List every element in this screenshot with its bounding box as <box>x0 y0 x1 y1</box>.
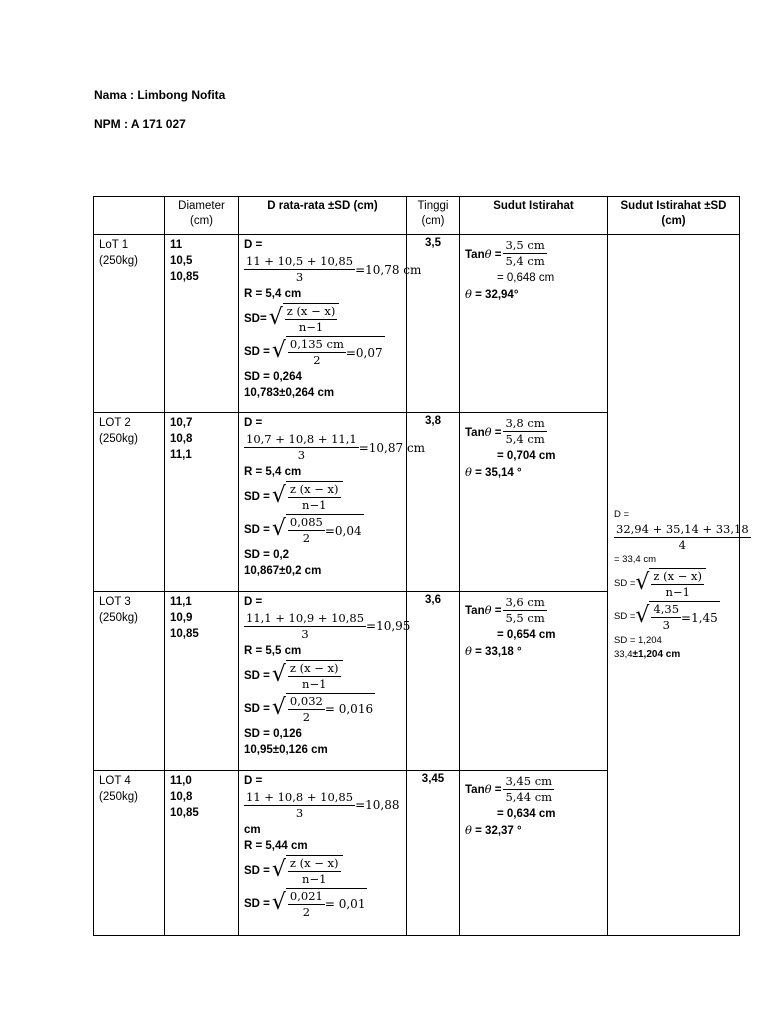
header-d-rata: D rata-rata ±SD (cm) <box>239 197 407 235</box>
diameter-value: 11,1 <box>170 449 192 462</box>
final-value: 10,95±0,126 cm <box>244 743 328 756</box>
diameter-value: 10,9 <box>170 611 193 624</box>
tan-label: Tanθ = <box>465 782 502 797</box>
tan-result: = 0,654 cm <box>497 628 556 641</box>
sd-value: SD = 0,264 <box>244 371 302 383</box>
sd-label: SD = <box>244 897 270 910</box>
lot-cell <box>94 770 165 935</box>
tan-label: Tanθ = <box>465 603 502 617</box>
sd-label: SD = <box>244 346 270 358</box>
tan-result: = 0,634 cm <box>497 807 556 820</box>
sd-formula: √ $\frac{z (x - x)}{n-1}$ <box>272 855 343 887</box>
d-fraction: $\frac{10,7 + 10,8 + 11,1}{3}$ <box>246 432 357 463</box>
d-fraction: $\frac{11,1 + 10,9 + 10,85}{3}$ <box>246 610 365 641</box>
lot-mass: (250kg) <box>99 433 138 446</box>
sd-calc: √ $\frac{0,032}{2}$ = 0,016 <box>271 693 374 724</box>
summary-d-label: D = <box>614 509 630 520</box>
lot-name: LOT 4 <box>99 774 131 787</box>
sd-calc: √ $\frac{0,085}{2}$ =0,04 <box>271 515 362 546</box>
r-value: R = 5,44 cm <box>244 839 308 852</box>
sd-formula: √ $\frac{z (x - x)}{n-1}$ <box>272 660 343 692</box>
sd-value: SD = 0,126 <box>244 727 302 740</box>
summary-sd-formula: √ $\frac{z (x - x)}{n-1}$ <box>635 568 706 600</box>
sudut-cell <box>460 235 608 413</box>
diameter-value: 10,5 <box>170 255 193 267</box>
lot-name: LOT 2 <box>99 417 131 430</box>
diameter-cell <box>165 591 239 770</box>
sd-label: SD= <box>244 313 267 325</box>
sd-label: SD = <box>244 491 270 504</box>
d-fraction: $\frac{11 + 10,8 + 10,85}{3}$ <box>246 789 354 820</box>
tan-fraction: $\frac{3,5 cm}{5,4 cm}$ <box>505 238 545 268</box>
theta-result: θ = 33,18 ° <box>465 643 522 658</box>
diameter-value: 10,85 <box>170 271 199 283</box>
student-name: Nama : Limbong Nofita <box>94 88 226 102</box>
final-value: 10,867±0,2 cm <box>244 565 322 578</box>
summary-sd-value: SD = 1,204 <box>614 635 662 646</box>
tan-result: = 0,648 cm <box>497 272 555 284</box>
lot-mass: (250kg) <box>99 790 138 803</box>
sd-formula: √ $\frac{z (x - x)}{n-1}$ <box>269 303 340 335</box>
sd-label: SD = <box>244 524 270 537</box>
lot-name: LoT 1 <box>99 239 129 251</box>
sd-label: SD = <box>244 702 270 715</box>
diameter-value: 10,85 <box>170 806 199 819</box>
diameter-value: 10,8 <box>170 433 193 446</box>
d-result: =10,87 cm <box>358 440 426 455</box>
lot-cell <box>94 591 165 770</box>
tan-fraction: $\frac{3,45 cm}{5,44 cm}$ <box>505 773 553 804</box>
diameter-cell <box>165 235 239 413</box>
tan-fraction: $\frac{3,8 cm}{5,4 cm}$ <box>505 416 545 447</box>
diameter-value: 11,1 <box>170 595 192 608</box>
sudut-cell <box>460 770 608 935</box>
header-tinggi: Tinggi (cm) <box>407 197 460 235</box>
table-row <box>94 235 740 413</box>
d-unit: cm <box>244 823 261 836</box>
diameter-cell <box>165 413 239 591</box>
lot-name: LOT 3 <box>99 595 131 608</box>
tan-fraction: $\frac{3,6 cm}{5,5 cm}$ <box>505 594 545 625</box>
d-rata-cell <box>239 235 422 413</box>
diameter-value: 11,0 <box>170 774 192 787</box>
sd-label: SD = <box>244 669 270 682</box>
summary-d-result: = 33,4 cm <box>614 554 656 565</box>
sd-calc: √ $\frac{0,135 cm}{2}$ =0,07 <box>271 337 383 367</box>
results-table <box>93 196 749 936</box>
header-diameter: Diameter (cm) <box>165 197 239 235</box>
tan-label: Tanθ = <box>465 424 502 439</box>
sd-formula: √ $\frac{z (x - x)}{n-1}$ <box>272 481 343 513</box>
tan-result: = 0,704 cm <box>497 450 556 463</box>
tinggi-cell: 3,6 <box>407 591 460 770</box>
d-label: D = <box>244 239 263 251</box>
tinggi-cell: 3,45 <box>407 770 460 935</box>
header-sudut: Sudut Istirahat <box>460 197 608 235</box>
r-value: R = 5,4 cm <box>244 466 302 479</box>
tinggi-cell: 3,5 <box>407 235 460 413</box>
d-rata-cell <box>239 591 411 770</box>
d-result: =10,88 <box>355 798 400 813</box>
diameter-value: 10,7 <box>170 417 193 430</box>
sudut-cell <box>460 413 608 591</box>
tan-label: Tanθ = <box>465 246 502 261</box>
student-npm: NPM : A 171 027 <box>94 117 186 131</box>
d-rata-cell <box>239 770 407 935</box>
d-label: D = <box>244 774 263 787</box>
sd-calc: √ $\frac{0,021}{2}$ = 0,01 <box>271 888 366 919</box>
summary-final: 33,4±1,204 cm <box>614 649 681 660</box>
sd-label: SD = <box>614 578 636 589</box>
header-sudut-sd: Sudut Istirahat ±SD (cm) <box>608 197 740 235</box>
lot-cell <box>94 235 165 413</box>
lot-mass: (250kg) <box>99 611 138 624</box>
diameter-value: 10,85 <box>170 627 199 640</box>
diameter-cell <box>165 770 239 935</box>
header-empty <box>94 197 165 235</box>
summary-d-fraction: $\frac{32,94 + 35,14 + 33,18}{4}$ <box>616 522 749 552</box>
r-value: R = 5,4 cm <box>244 288 302 300</box>
final-value: 10,783±0,264 cm <box>244 387 335 399</box>
r-value: R = 5,5 cm <box>244 644 302 657</box>
sd-value: SD = 0,2 <box>244 549 290 562</box>
tinggi-cell: 3,8 <box>407 413 460 591</box>
sd-label: SD = <box>244 864 270 877</box>
summary-sd-calc: √ $\frac{4,35}{3}$ =1,45 <box>635 602 718 632</box>
theta-result: θ = 32,37 ° <box>465 822 522 837</box>
diameter-value: 11 <box>170 239 183 251</box>
d-label: D = <box>244 417 263 430</box>
d-label: D = <box>244 595 263 608</box>
d-fraction: $\frac{11 + 10,5 + 10,85}{3}$ <box>246 254 354 284</box>
sudut-cell <box>460 591 608 770</box>
d-result: =10,78 cm <box>355 262 422 277</box>
d-rata-cell <box>239 413 426 591</box>
diameter-value: 10,8 <box>170 790 193 803</box>
table-header-row <box>94 197 740 235</box>
theta-result: θ = 32,94° <box>465 287 519 301</box>
lot-cell <box>94 413 165 591</box>
sd-label: SD = <box>614 611 636 622</box>
lot-mass: (250kg) <box>99 255 138 267</box>
d-result: =10,95 <box>366 619 411 633</box>
theta-result: θ = 35,14 ° <box>465 465 522 480</box>
summary-cell <box>608 235 749 936</box>
